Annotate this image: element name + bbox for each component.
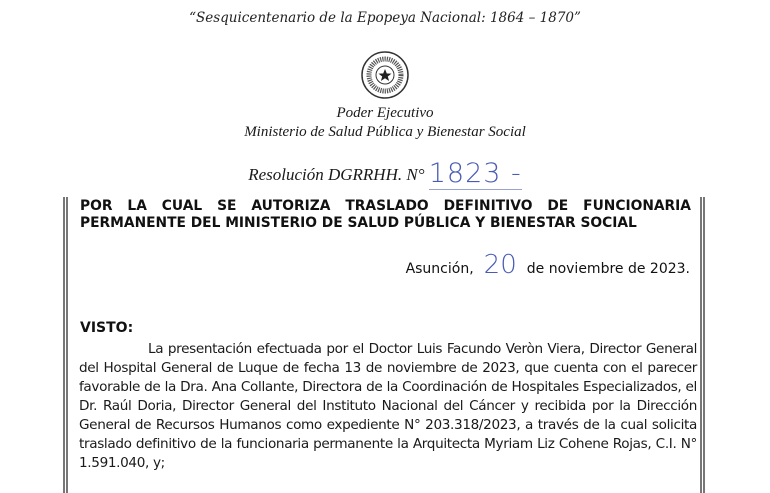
resolution-number-handwritten: 1823 - [428, 158, 522, 189]
title-line-2: PERMANENTE DEL MINISTERIO DE SALUD PÚBLICA Y BIENESTAR SOCIAL [80, 215, 637, 231]
border-line-left [63, 197, 65, 493]
issuer-line: Poder Ejecutivo [336, 105, 434, 121]
date-suffix: de noviembre de 2023. [526, 261, 690, 277]
resolution-label: Resolución DGRRHH. N° [248, 165, 425, 184]
visto-paragraph: La presentación efectuada por el Doctor Luis Facundo Veròn Viera, Director General del Hospital General de Luque de fecha 13 de noviembre de 2023, que cuenta con el parecer favorable de la Dra. Ana Collante, Directora de la Coordinación de Hospitales Especializados, el Dr. Raúl Doria, Director General del Instituto Nacional del Cáncer y recibida por la Dirección General de Recursos Humanos como expediente N° 203.318/2023, a través de la cual solicita traslado definitivo de la funcionaria permanente la Arquitecta Myriam Liz Cohene Rojas, C.I. N° 1.591.040, y; [79, 341, 697, 471]
date-prefix: Asunción, [405, 261, 474, 277]
resolution-title [80, 198, 691, 232]
visto-heading: VISTO: [80, 320, 134, 336]
border-line-left-inner [66, 197, 68, 493]
commemorative-motto: “Sesquicentenario de la Epopeya Nacional: 1864 – 1870” [189, 10, 581, 26]
national-seal-icon [360, 50, 410, 100]
border-line-right [700, 197, 702, 493]
resolution-heading [0, 156, 770, 187]
title-line-1: POR LA CUAL SE AUTORIZA TRASLADO DEFINITIVO DE FUNCIONARIA [80, 198, 691, 214]
date-line [406, 250, 690, 280]
border-line-right-outer [703, 197, 705, 493]
date-day-handwritten: 20 [483, 250, 517, 280]
ministry-line: Ministerio de Salud Pública y Bienestar Social [244, 124, 526, 140]
